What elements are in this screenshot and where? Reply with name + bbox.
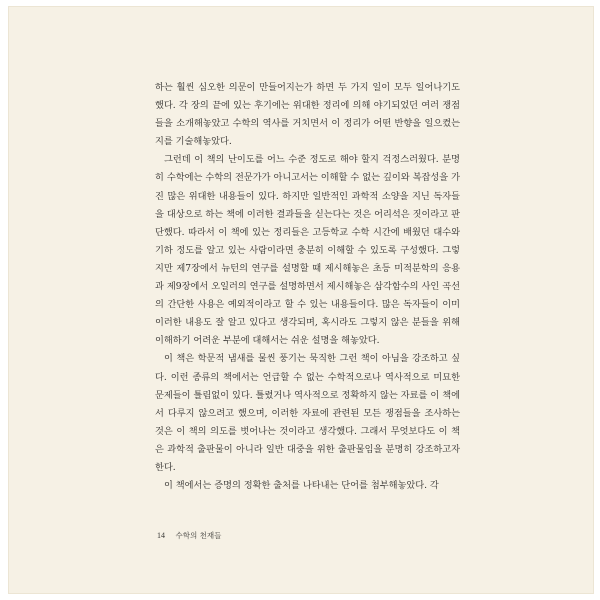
paragraph: 이 책에서는 증명의 정확한 출처를 나타내는 단어를 첨부해놓았다. 각 [164, 480, 439, 492]
book-page [8, 6, 594, 594]
paragraph: 그런데 이 책의 난이도를 어느 수준 정도로 해야 할지 걱정스러웠다. 분명히 수학에는 수학의 전문가가 아니고서는 이해할 수 없는 깊이와 복잡성을 가진 많은 위대한 내용들이 있다. 하지만 일반적인 과학적 소양을 지닌 독자들을 대상으로 하는 책에 이러한 결과들을 싣는다는 것은 어리석은 짓이라고 판단했다. 따라서 이 책에 있는 정리들은 고등학교 수학 시간에 배웠던 대수와 기하 정도를 알고 있는 사람이라면 충분히 이해할 수 있도록 구성했다. 그렇지만 제7장에서 뉴턴의 연구를 설명할 때 제시해놓은 초등 미적분학의 응용과 제9장에서 오일러의 연구를 설명하면서 제시해놓은 삼각함수의 사인 곡선의 간단한 사용은 예외적이라고 할 수 있는 내용들이다. 많은 독자들이 이미 이러한 내용도 잘 알고 있다고 생각되며, 혹시라도 그렇지 않은 분들을 위해 이해하기 어려운 부분에 대해서는 쉬운 설명을 해놓았다. [155, 154, 460, 347]
body-text [155, 79, 460, 495]
running-title: 수학의 천재들 [175, 531, 222, 540]
page-number: 14 [157, 531, 165, 540]
paragraph: 하는 훨씬 심오한 의문이 만들어지는가 하면 두 가지 일이 모두 일어나기도 했다. 각 장의 끝에 있는 후기에는 위대한 정리에 의해 야기되었던 여러 쟁점들을 소개해놓았고 수학의 역사를 거치면서 이 정리가 어떤 반향을 일으켰는지를 기술해놓았다. [155, 82, 460, 148]
paragraph: 이 책은 학문적 냄새를 물씬 풍기는 묵직한 그런 책이 아님을 강조하고 싶다. 이런 종류의 책에서는 언급할 수 없는 수학적으로나 역사적으로 미묘한 문제들이 틀림없이 있다. 틀렸거나 역사적으로 정확하지 않는 자료를 이 책에서 다루지 않으려고 했으며, 이러한 자료에 관련된 모든 쟁점들을 조사하는 것은 이 책의 의도를 벗어나는 것이라고 생각했다. 그래서 무엇보다도 이 책은 과학적 출판물이 아니라 일반 대중을 위한 출판물임을 분명히 강조하고자 한다. [155, 353, 460, 473]
page-footer [157, 530, 221, 541]
